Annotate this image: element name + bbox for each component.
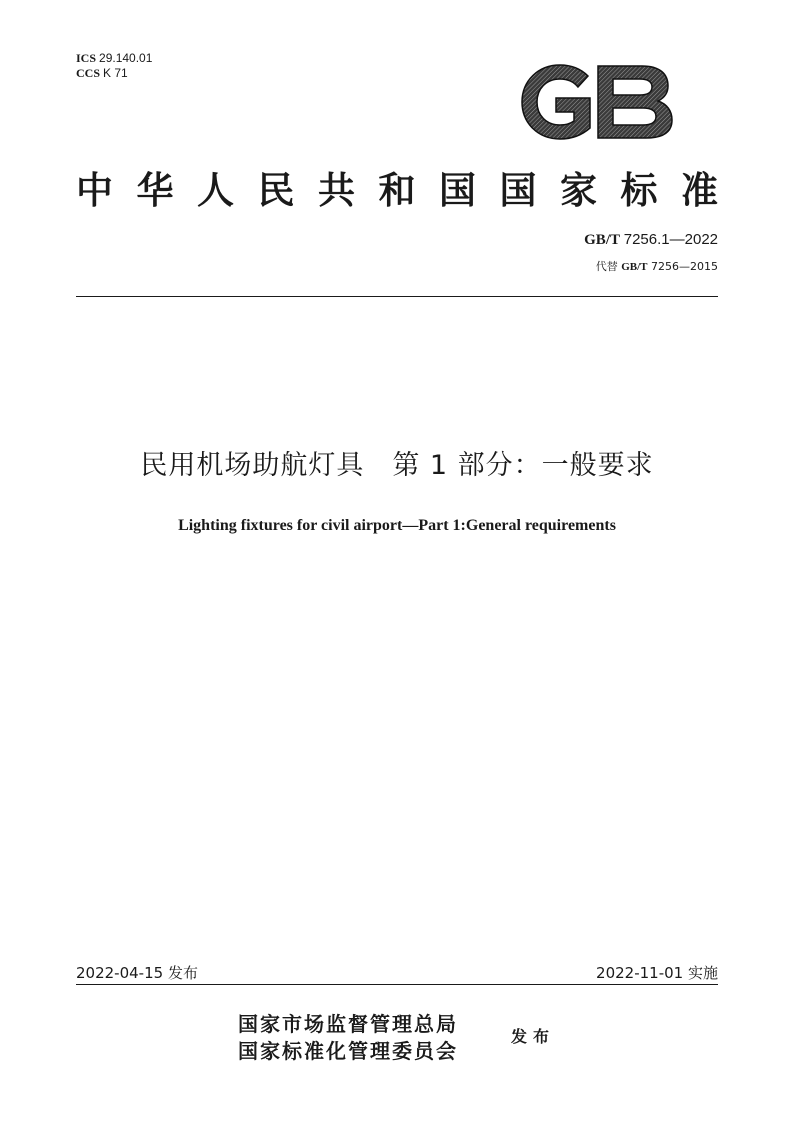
ics-value: 29.140.01 — [99, 51, 153, 65]
title-char: 民 — [257, 168, 295, 212]
ics-code — [76, 51, 152, 66]
title-char: 华 — [136, 168, 174, 212]
issuer-sac: 国家标准化管理委员会 — [238, 1039, 458, 1063]
title-char: 人 — [197, 168, 234, 212]
ics-label: ICS — [76, 51, 97, 65]
replaces-number: 7256—2015 — [651, 260, 718, 273]
gb-logo-mark — [518, 62, 676, 142]
bottom-divider — [76, 984, 718, 985]
standard-number — [584, 231, 718, 249]
issuer-samr: 国家市场监督管理总局 — [238, 1012, 458, 1036]
top-divider — [76, 296, 718, 297]
ccs-value: K 71 — [103, 66, 128, 80]
title-char: 国 — [439, 168, 476, 212]
document-title-chinese: 民用机场助航灯具 第 1 部分：一般要求 — [140, 450, 654, 481]
title-char: 准 — [681, 168, 718, 212]
gb-logo — [518, 62, 676, 142]
title-char: 共 — [318, 168, 355, 212]
standard-code: 7256.1—2022 — [623, 231, 718, 248]
implement-date: 2022-11-01 实施 — [596, 964, 718, 982]
standard-prefix: GB/T — [584, 232, 620, 248]
replaces-label: 代替 — [595, 260, 618, 273]
publish-label: 发布 — [511, 1027, 556, 1046]
title-char: 和 — [378, 168, 416, 212]
title-char: 国 — [499, 168, 537, 212]
replaces-prefix: GB/T — [621, 261, 648, 273]
title-char: 中 — [76, 168, 113, 212]
title-char: 标 — [620, 168, 658, 212]
issuing-authorities — [238, 1011, 458, 1065]
title-char: 家 — [560, 168, 597, 212]
classification-codes — [76, 51, 152, 81]
document-title-english: Lighting fixtures for civil airport—Part 1:General requirements — [178, 517, 616, 534]
publish-date: 2022-04-15 发布 — [76, 964, 198, 982]
ccs-label: CCS — [76, 66, 101, 80]
national-standard-title — [76, 160, 718, 214]
replaces-standard — [596, 258, 718, 274]
gb-logo-text — [676, 62, 677, 63]
ccs-code — [76, 66, 152, 81]
